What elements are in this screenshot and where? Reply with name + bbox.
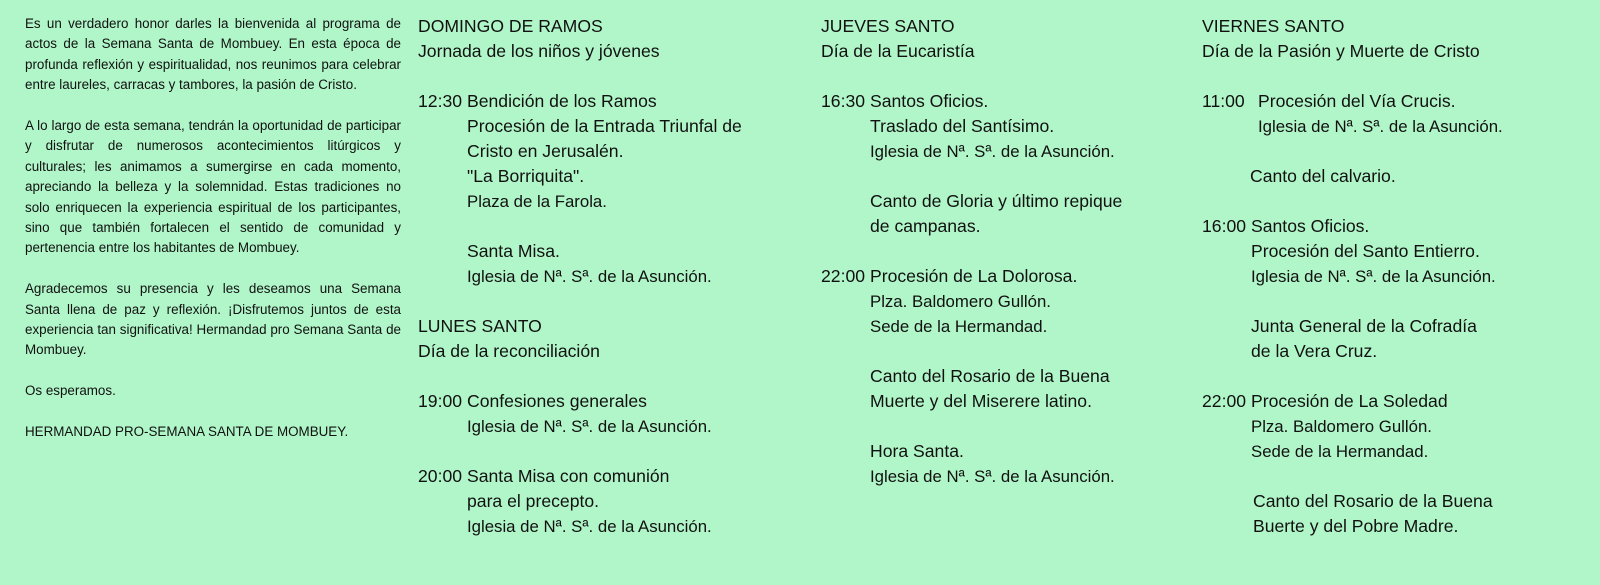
column-viernes [1202,14,1592,539]
day-subtitle: Jornada de los niños y jóvenes [418,41,660,61]
event-time: 19:00 [418,391,463,411]
event-title: Procesión de la Entrada Triunfal de [467,116,742,136]
event-time: 22:00 [1202,391,1247,411]
day-jueves-santo [821,14,1181,489]
event-location: Iglesia de Nª. Sª. de la Asunción. [1258,117,1503,136]
column-domingo-lunes [418,14,803,539]
column-jueves [821,14,1181,489]
event-item [1202,214,1592,239]
day-domingo-de-ramos [418,14,803,289]
event-title: Hora Santa. [870,441,964,461]
day-subtitle: Día de la Eucaristía [821,41,975,61]
event-title: para el precepto. [467,491,600,511]
event-title: Procesión del Santo Entierro. [1251,241,1480,261]
event-title: Santa Misa con comunión [467,466,670,486]
event-title: Confesiones generales [467,391,647,411]
event-location: Sede de la Hermandad. [1251,442,1429,461]
event-item [821,89,1181,114]
event-location: Sede de la Hermandad. [870,317,1048,336]
event-title: Canto del calvario. [1250,166,1396,186]
day-subtitle: Día de la Pasión y Muerte de Cristo [1202,41,1480,61]
event-location: Plza. Baldomero Gullón. [870,292,1051,311]
event-item [418,464,803,489]
intro-paragraph-1: Es un verdadero honor darles la bienvenida al programa de actos de la Semana Santa de Mombuey. En esta época de profunda reflexión y espiritualidad, nos reunimos para celebrar entre laureles, carracas y tambores, la pasión de Cristo. [25,16,401,93]
event-location: Iglesia de Nª. Sª. de la Asunción. [870,142,1115,161]
event-title: "La Borriquita". [467,166,585,186]
intro-paragraph-2: A lo largo de esta semana, tendrán la oportunidad de participar y disfrutar de numerosos acontecimientos litúrgicos y culturales; les animamos a sumergirse en cada momento, apreciando la belleza y la solemnidad. Estas tradiciones no solo enriquecen la experiencia espiritual de los participantes, sino que también fortalecen el sentido de comunidad y pertenencia entre los habitantes de Mombuey. [25,118,401,256]
event-time: 11:00 [1202,91,1245,111]
event-item [1202,389,1592,414]
event-title: Procesión de La Dolorosa. [870,266,1078,286]
event-item [1202,89,1592,114]
event-title: Procesión de La Soledad [1251,391,1448,411]
event-title: de campanas. [870,216,981,236]
event-item [418,389,803,414]
event-title: Canto del Rosario de la Buena [870,366,1110,386]
intro-text [25,14,401,463]
event-title: Bendición de los Ramos [467,91,657,111]
day-title: JUEVES SANTO [821,16,955,36]
intro-paragraph-3: Agradecemos su presencia y les deseamos una Semana Santa llena de paz y reflexión. ¡Disfrutemos juntos de esta experiencia tan significativa! Hermandad pro Semana Santa de Mombuey. [25,281,401,358]
event-title: de la Vera Cruz. [1251,341,1378,361]
event-time: 20:00 [418,466,463,486]
event-title: Junta General de la Cofradía [1251,316,1477,336]
intro-signature: HERMANDAD PRO-SEMANA SANTA DE MOMBUEY. [25,424,349,440]
event-title: Santos Oficios. [870,91,989,111]
event-title: Procesión del Vía Crucis. [1258,91,1456,111]
event-location: Iglesia de Nª. Sª. de la Asunción. [467,517,712,536]
event-title: Canto de Gloria y último repique [870,191,1123,211]
event-location: Iglesia de Nª. Sª. de la Asunción. [1251,267,1496,286]
event-location: Iglesia de Nª. Sª. de la Asunción. [467,267,712,286]
event-item [418,89,803,114]
event-title: Cristo en Jerusalén. [467,141,624,161]
event-location: Plza. Baldomero Gullón. [1251,417,1432,436]
event-time: 22:00 [821,266,866,286]
event-title: Santa Misa. [467,241,560,261]
event-title: Santos Oficios. [1251,216,1370,236]
event-time: 16:00 [1202,216,1247,236]
event-title: Canto del Rosario de la Buena [1253,491,1493,511]
day-viernes-santo [1202,14,1592,539]
day-title: DOMINGO DE RAMOS [418,16,603,36]
event-time: 12:30 [418,91,463,111]
intro-paragraph-4: Os esperamos. [25,383,116,399]
event-item [821,264,1181,289]
event-title: Muerte y del Miserere latino. [870,391,1092,411]
day-title: LUNES SANTO [418,316,542,336]
event-location: Plaza de la Farola. [467,192,607,211]
day-subtitle: Día de la reconciliación [418,341,600,361]
event-location: Iglesia de Nª. Sª. de la Asunción. [870,467,1115,486]
event-title: Buerte y del Pobre Madre. [1253,516,1459,536]
day-title: VIERNES SANTO [1202,16,1345,36]
event-time: 16:30 [821,91,866,111]
event-location: Iglesia de Nª. Sª. de la Asunción. [467,417,712,436]
day-lunes-santo [418,314,803,539]
event-title: Traslado del Santísimo. [870,116,1055,136]
